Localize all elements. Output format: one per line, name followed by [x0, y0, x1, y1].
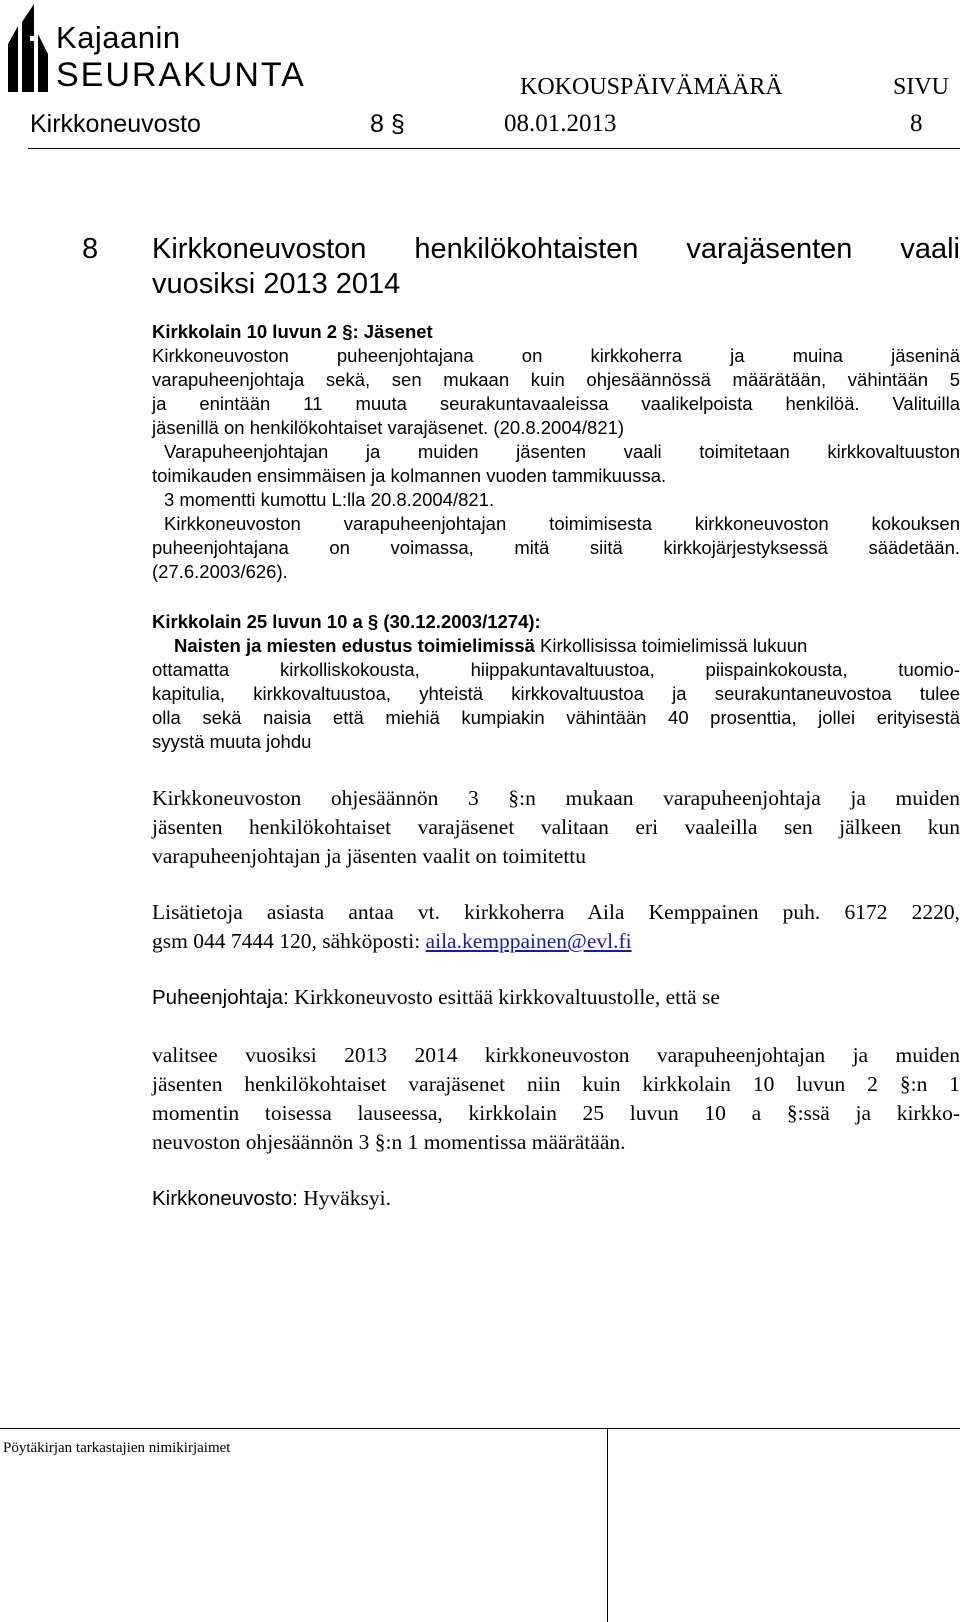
law-2-first-line	[152, 634, 960, 658]
logo-text-seurakunta: SEURAKUNTA	[56, 56, 306, 94]
proposal-line: momentin toisessa lauseessa, kirkkolain 25 luvun 10 a §:ssä ja kirkko-	[152, 1101, 960, 1125]
law-1-line: ja enintään 11 muuta seurakuntavaaleissa vaalikelpoista henkilöä. Valituilla	[152, 393, 960, 414]
board-decision	[152, 1184, 960, 1213]
bylaw-line: jäsenten henkilökohtaiset varajäsenet valitaan eri vaaleilla sen jälkeen kun	[152, 815, 960, 839]
logo-text-kajaanin: Kajaanin	[56, 20, 181, 55]
decision-label: Kirkkoneuvosto:	[152, 1187, 298, 1210]
contact-prefix: gsm 044 7444 120, sähköposti:	[152, 929, 421, 953]
law-2-first-rest: Kirkollisissa toimielimissä lukuun	[540, 635, 808, 656]
law-quote-2	[152, 610, 960, 754]
contact-line-1: Lisätietoja asiasta antaa vt. kirkkoherra Aila Kemppainen puh. 6172 2220,	[152, 900, 960, 924]
law-1-indent-line: puheenjohtajana on voimassa, mitä siitä kirkkojärjestyksessä säädetään.	[152, 537, 960, 558]
proposal-line: jäsenten henkilökohtaiset varajäsenet niin kuin kirkkolain 10 luvun 2 §:n 1	[152, 1072, 960, 1096]
law-1-indent-line: 3 momentti kumottu L:lla 20.8.2004/821.	[164, 489, 495, 510]
law-1-indent-line: toimikauden ensimmäisen ja kolmannen vuoden tammikuussa.	[152, 465, 667, 486]
proposal-label: Puheenjohtaja:	[152, 986, 289, 1009]
footer-divider	[0, 1428, 960, 1429]
email-link[interactable]: aila.kemppainen@evl.fi	[425, 929, 632, 953]
bylaw-line: varapuheenjohtajan ja jäsenten vaalit on toimitettu	[152, 844, 587, 868]
bylaw-line: Kirkkoneuvoston ohjesäännön 3 §:n mukaan varapuheenjohtaja ja muiden	[152, 786, 960, 810]
title-line-2: vuosiksi 2013 2014	[152, 268, 401, 300]
law-1-indent-line: Varapuheenjohtajan ja muiden jäsenten vaali toimitetaan kirkkovaltuuston	[164, 441, 960, 462]
contact-line-2	[152, 927, 960, 956]
law-1-line: Kirkkoneuvoston puheenjohtajana on kirkkoherra ja muina jäseninä	[152, 345, 960, 366]
law-2-line: kapitulia, kirkkovaltuustoa, yhteistä kirkkovaltuustoa ja seurakuntaneuvostoa tulee	[152, 683, 960, 704]
decision-text: Hyväksyi.	[303, 1186, 392, 1210]
page-number: 8	[910, 110, 923, 137]
kajaani-parish-logo	[4, 4, 334, 94]
page-label: SIVU	[893, 74, 950, 100]
header-divider	[28, 148, 960, 149]
law-2-title: Kirkkolain 25 luvun 10 a § (30.12.2003/1274):	[152, 611, 541, 632]
law-2-line: olla sekä naisia että miehiä kumpiakin vähintään 40 prosenttia, jollei erityisestä	[152, 707, 960, 728]
header-info-row	[30, 110, 960, 144]
proposal-line: valitsee vuosiksi 2013 2014 kirkkoneuvoston varapuheenjohtajan ja muiden	[152, 1043, 960, 1067]
meeting-date: 08.01.2013	[504, 110, 617, 137]
proposal-line: neuvoston ohjesäännön 3 §:n 1 momentissa määrätään.	[152, 1130, 626, 1154]
meeting-date-label: KOKOUSPÄIVÄMÄÄRÄ	[520, 74, 783, 100]
law-2-line: ottamatta kirkolliskokousta, hiippakuntavaltuustoa, piispainkokousta, tuomio-	[152, 659, 960, 680]
body-name: Kirkkoneuvosto	[30, 110, 201, 138]
chair-proposal	[152, 983, 960, 1012]
contact-info	[152, 898, 960, 956]
law-1-title: Kirkkolain 10 luvun 2 §: Jäsenet	[152, 321, 433, 342]
law-1-line: varapuheenjohtaja sekä, sen mukaan kuin ohjesäännössä määrätään, vähintään 5	[152, 369, 960, 390]
law-1-line: jäsenillä on henkilökohtaiset varajäsenet. (20.8.2004/821)	[152, 417, 625, 438]
proposal-intro	[152, 983, 960, 1012]
law-quote-1-continued	[152, 440, 960, 584]
footer-column-divider	[607, 1428, 608, 1622]
bylaw-paragraph	[152, 784, 960, 871]
law-quote-1	[152, 320, 960, 440]
section-reference: 8 §	[370, 110, 405, 138]
law-1-indent-line: Kirkkoneuvoston varapuheenjohtajan toimimisesta kirkkoneuvoston kokouksen	[164, 513, 960, 534]
proposal-text: Kirkkoneuvosto esittää kirkkovaltuustolle, että se	[294, 985, 720, 1009]
proposal-body	[152, 1041, 960, 1157]
law-1-indent-line: (27.6.2003/626).	[152, 561, 288, 582]
item-number: 8	[82, 233, 99, 265]
title-line-1: Kirkkoneuvoston henkilökohtaisten varajäsenten vaali	[152, 233, 960, 265]
signature-initials-label: Pöytäkirjan tarkastajien nimikirjaimet	[3, 1440, 231, 1456]
law-2-line: syystä muuta johdu	[152, 731, 312, 752]
law-2-bold-heading: Naisten ja miesten edustus toimielimissä	[174, 635, 535, 656]
